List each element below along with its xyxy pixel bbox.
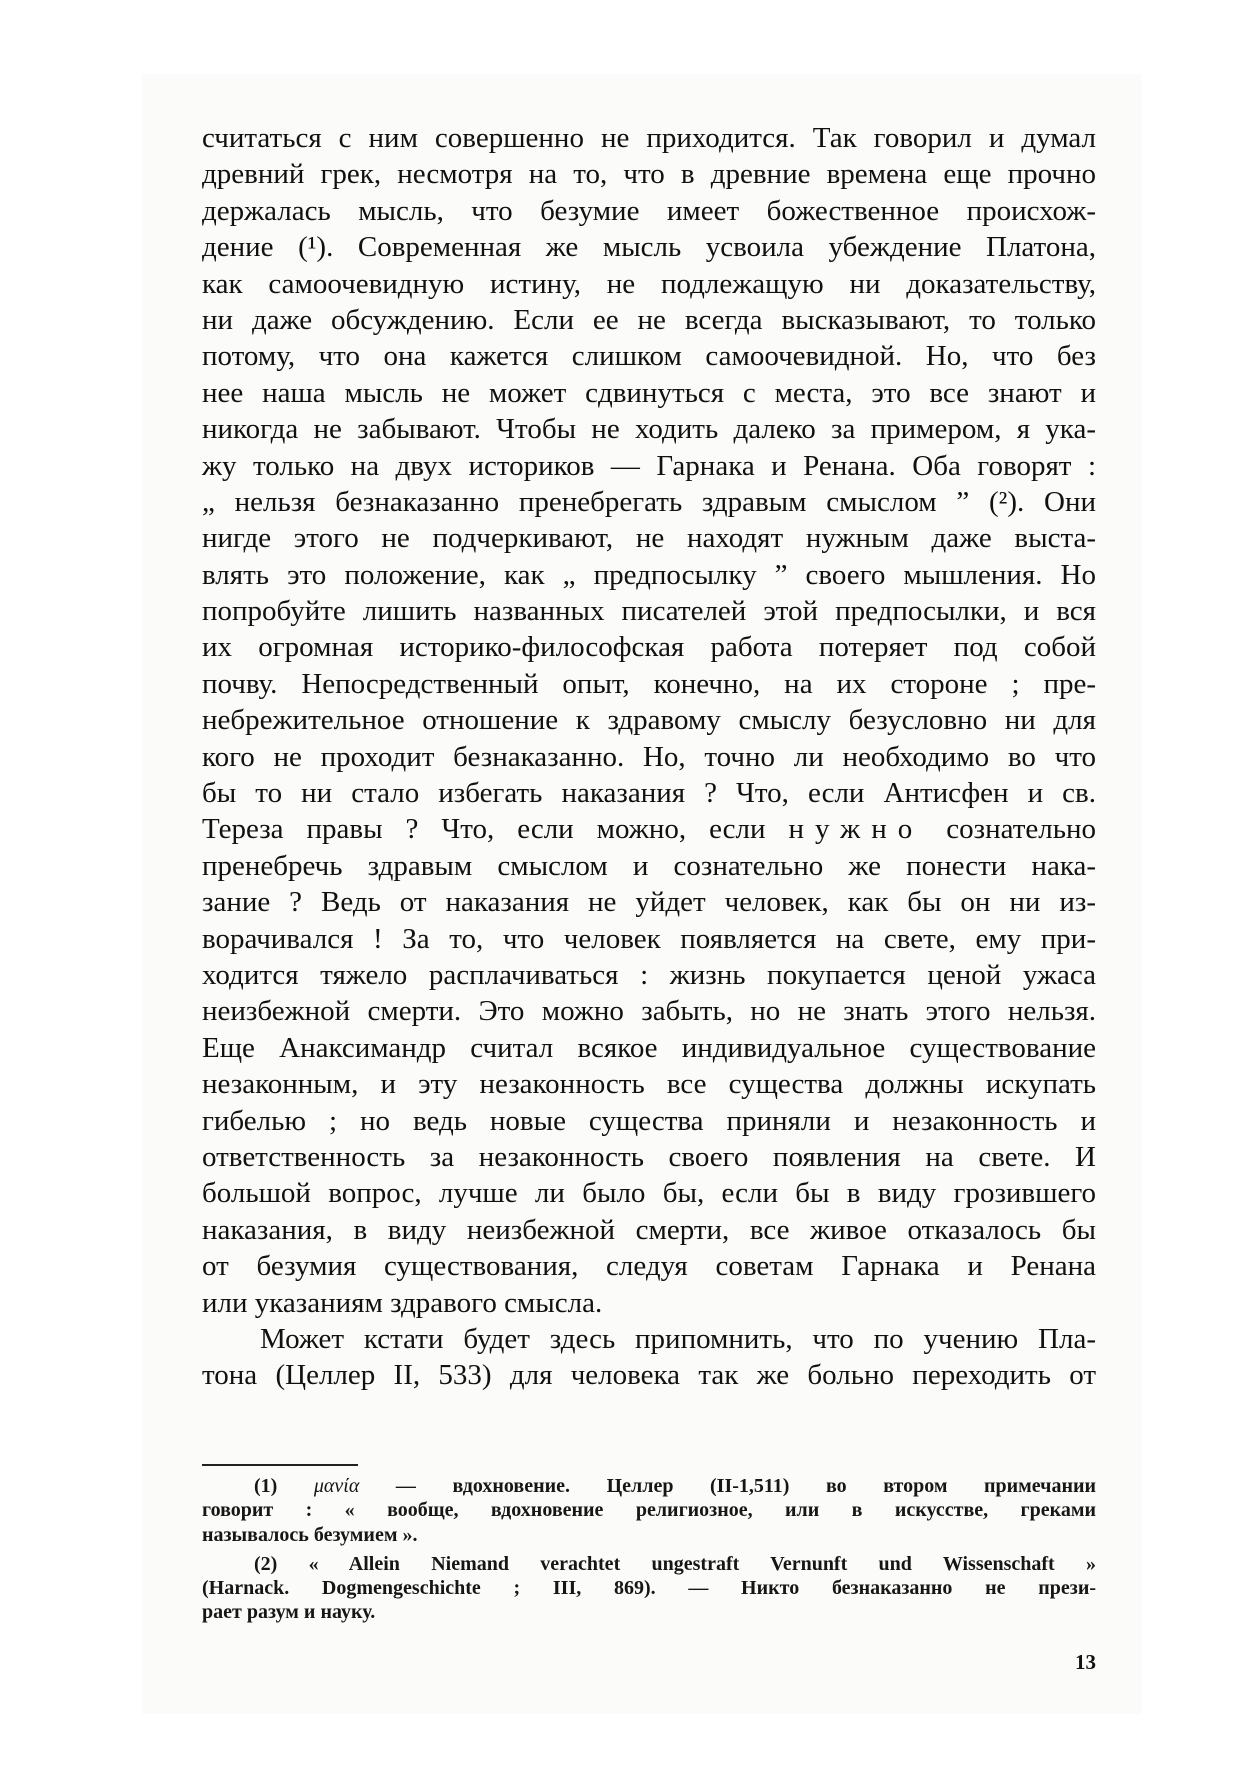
text-segment: сознательно: [923, 813, 1096, 846]
text-line: бы то ни стало избегать наказания ? Что, если Антисфен и св.: [202, 777, 1096, 810]
footnote-1-line: [202, 1474, 1096, 1498]
text-line: Еще Анаксимандр считал всякое индивидуальное существование: [202, 1031, 1096, 1064]
text-line: ворачивался ! За то, что человек появляется на свете, ему при-: [202, 922, 1096, 955]
text-line: ответственность за незаконность своего появления на свете. И: [202, 1140, 1096, 1173]
text-line: ходится тяжело расплачиваться : жизнь покупается ценой ужаса: [202, 958, 1096, 991]
footnote-2-line: рает разум и науку.: [202, 1601, 376, 1624]
text-line: почву. Непосредственный опыт, конечно, на их стороне ; пре-: [202, 667, 1096, 700]
text-line: дение (¹). Современная же мысль усвоила убеждение Платона,: [202, 231, 1096, 264]
text-line: влять это положение, как „ предпосылку ” своего мышления. Но: [202, 558, 1096, 591]
text-segment: Тереза правы ? Что, если можно, если: [202, 813, 789, 846]
footnote-2-line: (2) « Allein Niemand verachtet ungestraft Vernunft und Wissenschaft »: [254, 1552, 1096, 1575]
text-line: небрежительное отношение к здравому смыслу безусловно ни для: [202, 704, 1096, 737]
greek-word: μανία: [313, 1475, 360, 1497]
main-text: [202, 120, 1096, 1394]
text-line: тона (Целлер II, 533) для человека так же больно переходить от: [202, 1359, 1096, 1392]
text-line: держалась мысль, что безумие имеет божественное происхож-: [202, 194, 1096, 227]
text-line: считаться с ним совершенно не приходится. Так говорил и думал: [202, 122, 1096, 154]
text-line: никогда не забывают. Чтобы не ходить далеко за примером, я ука-: [202, 413, 1096, 446]
page-number: 13: [1075, 1650, 1096, 1674]
text-line: неизбежной смерти. Это можно забыть, но не знать этого нельзя.: [202, 995, 1096, 1028]
text-line: как самоочевидную истину, не подлежащую ни доказательству,: [202, 267, 1096, 300]
text-line: жу только на двух историков — Гарнака и Ренана. Оба говорят :: [202, 449, 1096, 482]
text-line: древний грек, несмотря на то, что в древние времена еще прочно: [202, 158, 1096, 191]
footnote-1-line: называлось безумием ».: [202, 1523, 418, 1546]
text-line: ни даже обсуждению. Если ее не всегда высказывают, то только: [202, 303, 1096, 336]
footnote-1-line: говорит : « вообще, вдохновение религиозное, или в искусстве, греками: [202, 1499, 1096, 1522]
text-line: Может кстати будет здесь припомнить, что по учению Пла-: [260, 1322, 1096, 1355]
text-line: попробуйте лишить названных писателей этой предпосылки, и вся: [202, 595, 1096, 628]
text-line: кого не проходит безнаказанно. Но, точно ли необходимо во что: [202, 740, 1096, 773]
text-line: гибелью ; но ведь новые существа приняли и незаконность и: [202, 1104, 1096, 1137]
text-line: их огромная историко-философская работа потеряет под собой: [202, 631, 1096, 664]
text-line: „ нельзя безнаказанно пренебрегать здравым смыслом ” (²). Они: [202, 485, 1096, 518]
text-line: от безумия существования, следуя советам Гарнака и Ренана: [202, 1250, 1096, 1283]
text-line-emphasis: [202, 811, 1096, 847]
footnotes: [202, 1474, 1096, 1625]
text-line: большой вопрос, лучше ли было бы, если бы в виду грозившего: [202, 1177, 1096, 1210]
footnote-marker: (1): [254, 1475, 278, 1497]
text-line: наказания, в виду неизбежной смерти, все живое отказалось бы: [202, 1213, 1096, 1246]
text-line: незаконным, и эту незаконность все существа должны искупать: [202, 1068, 1096, 1101]
spaced-emphasis: нужно: [788, 813, 924, 846]
text-line: нигде этого не подчеркивают, не находят нужным даже выста-: [202, 522, 1096, 555]
text-segment: — вдохновение. Целлер (II-1,511) во втором примечании: [359, 1475, 1097, 1497]
text-line: потому, что она кажется слишком самоочевидной. Но, что без: [202, 340, 1096, 373]
text-line: нее наша мысль не может сдвинуться с места, это все знают и: [202, 376, 1096, 409]
footnote-divider: [202, 1464, 358, 1466]
text-line: зание ? Ведь от наказания не уйдет человек, как бы он ни из-: [202, 886, 1096, 919]
footnote-2-line: (Harnack. Dogmengeschichte ; III, 869). — Никто безнаказанно не прези-: [202, 1577, 1096, 1600]
text-line: или указаниям здравого смысла.: [202, 1286, 603, 1319]
text-line: пренебречь здравым смыслом и сознательно же понести нака-: [202, 849, 1096, 882]
